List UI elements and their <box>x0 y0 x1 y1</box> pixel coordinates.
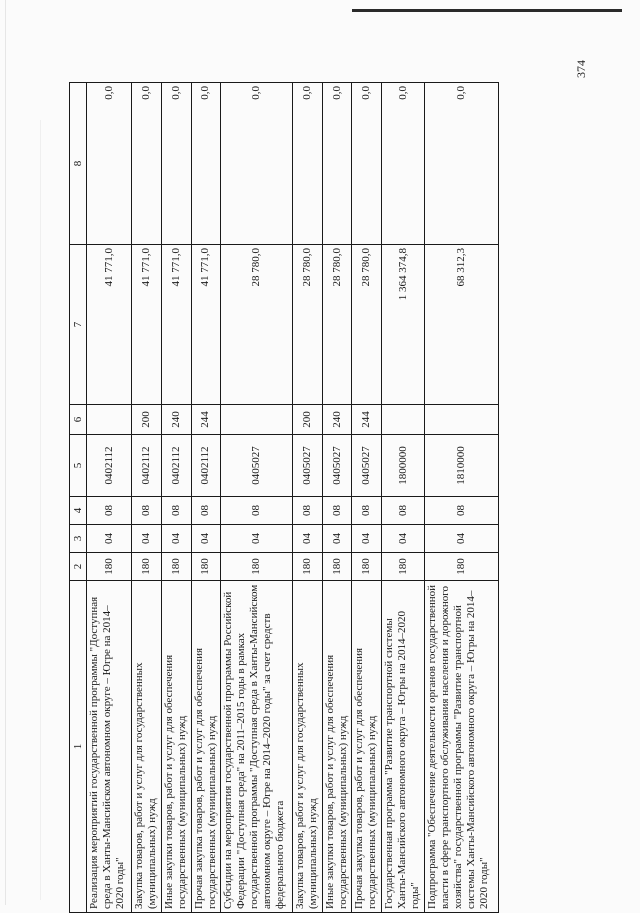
code-admin-cell: 180 <box>87 553 132 581</box>
row-name-cell: Прочая закупка товаров, работ и услуг для обеспечения государственных (муниципальных) нужд <box>191 581 221 913</box>
amount-cell: 28 780,0 <box>322 245 352 405</box>
row-name-cell: Закупка товаров, работ и услуг для государственных (муниципальных) нужд <box>132 581 162 913</box>
amount-extra-cell: 0,0 <box>87 83 132 245</box>
subsection-cell: 08 <box>132 497 162 525</box>
expense-type-cell: 200 <box>132 405 162 435</box>
target-article-cell: 0405027 <box>292 435 322 497</box>
section-cell: 04 <box>132 525 162 553</box>
header-cell: 8 <box>70 83 87 245</box>
budget-table <box>69 82 499 913</box>
table-row <box>87 83 132 913</box>
row-name-cell: Иные закупки товаров, работ и услуг для обеспечения государственных (муниципальных) нужд <box>161 581 191 913</box>
section-cell: 04 <box>352 525 382 553</box>
subsection-cell: 08 <box>352 497 382 525</box>
target-article-cell: 1800000 <box>382 435 425 497</box>
rotated-table-wrapper <box>69 83 499 913</box>
expense-type-cell <box>382 405 425 435</box>
code-admin-cell: 180 <box>132 553 162 581</box>
amount-extra-cell: 0,0 <box>352 83 382 245</box>
table-row <box>132 83 162 913</box>
row-name-cell: Иные закупки товаров, работ и услуг для обеспечения государственных (муниципальных) нужд <box>322 581 352 913</box>
header-row <box>70 83 87 913</box>
amount-extra-cell: 0,0 <box>221 83 293 245</box>
table-row <box>191 83 221 913</box>
header-cell: 6 <box>70 405 87 435</box>
subsection-cell: 08 <box>425 497 499 525</box>
table-row <box>352 83 382 913</box>
expense-type-cell <box>221 405 293 435</box>
header-cell: 2 <box>70 553 87 581</box>
expense-type-cell <box>425 405 499 435</box>
amount-extra-cell: 0,0 <box>425 83 499 245</box>
page-number: 374 <box>574 60 588 78</box>
expense-type-cell: 244 <box>352 405 382 435</box>
code-admin-cell: 180 <box>322 553 352 581</box>
table-row <box>382 83 425 913</box>
table-row <box>221 83 293 913</box>
amount-cell: 41 771,0 <box>87 245 132 405</box>
row-name-cell: Прочая закупка товаров, работ и услуг для обеспечения государственных (муниципальных) нужд <box>352 581 382 913</box>
section-cell: 04 <box>87 525 132 553</box>
header-cell: 5 <box>70 435 87 497</box>
target-article-cell: 0402112 <box>191 435 221 497</box>
amount-cell: 41 771,0 <box>161 245 191 405</box>
expense-type-cell <box>87 405 132 435</box>
table-row <box>292 83 322 913</box>
header-cell: 7 <box>70 245 87 405</box>
expense-type-cell: 200 <box>292 405 322 435</box>
code-admin-cell: 180 <box>292 553 322 581</box>
target-article-cell: 1810000 <box>425 435 499 497</box>
subsection-cell: 08 <box>221 497 293 525</box>
amount-cell: 28 780,0 <box>292 245 322 405</box>
section-cell: 04 <box>221 525 293 553</box>
target-article-cell: 0405027 <box>352 435 382 497</box>
amount-extra-cell: 0,0 <box>322 83 352 245</box>
amount-cell: 28 780,0 <box>221 245 293 405</box>
subsection-cell: 08 <box>161 497 191 525</box>
amount-cell: 68 312,3 <box>425 245 499 405</box>
amount-extra-cell: 0,0 <box>161 83 191 245</box>
subsection-cell: 08 <box>191 497 221 525</box>
section-cell: 04 <box>425 525 499 553</box>
amount-cell: 28 780,0 <box>352 245 382 405</box>
amount-extra-cell: 0,0 <box>132 83 162 245</box>
header-cell: 3 <box>70 525 87 553</box>
amount-cell: 41 771,0 <box>132 245 162 405</box>
code-admin-cell: 180 <box>191 553 221 581</box>
scan-edge-line <box>5 0 6 905</box>
amount-cell: 1 364 374,8 <box>382 245 425 405</box>
subsection-cell: 08 <box>87 497 132 525</box>
table-body <box>87 83 499 913</box>
table-row <box>322 83 352 913</box>
amount-extra-cell: 0,0 <box>292 83 322 245</box>
section-cell: 04 <box>322 525 352 553</box>
row-name-cell: Государственная программа "Развитие транспортной системы Ханты-Мансийского автономного округа – Югры на 2014–2020 годы" <box>382 581 425 913</box>
target-article-cell: 0405027 <box>221 435 293 497</box>
code-admin-cell: 180 <box>221 553 293 581</box>
amount-extra-cell: 0,0 <box>382 83 425 245</box>
section-cell: 04 <box>161 525 191 553</box>
code-admin-cell: 180 <box>382 553 425 581</box>
code-admin-cell: 180 <box>425 553 499 581</box>
subsection-cell: 08 <box>292 497 322 525</box>
header-cell: 1 <box>70 581 87 913</box>
code-admin-cell: 180 <box>161 553 191 581</box>
section-cell: 04 <box>292 525 322 553</box>
table-row <box>161 83 191 913</box>
expense-type-cell: 240 <box>322 405 352 435</box>
table-row <box>425 83 499 913</box>
header-rule <box>352 9 622 12</box>
row-name-cell: Субсидии на мероприятия государственной программы Российской Федерации "Доступная среда" на 2011–2015 годы в рамках государственной программы "Доступная среда в Ханты-Мансийском автономном округе – Югре на 2014–2020 годы" за счет средств федерального бюджета <box>221 581 293 913</box>
section-cell: 04 <box>191 525 221 553</box>
header-cell: 4 <box>70 497 87 525</box>
code-admin-cell: 180 <box>352 553 382 581</box>
subsection-cell: 08 <box>322 497 352 525</box>
expense-type-cell: 240 <box>161 405 191 435</box>
subsection-cell: 08 <box>382 497 425 525</box>
target-article-cell: 0405027 <box>322 435 352 497</box>
row-name-cell: Реализация мероприятий государственной программы "Доступная среда в Ханты-Мансийском автономном округе – Югре на 2014–2020 годы" <box>87 581 132 913</box>
amount-cell: 41 771,0 <box>191 245 221 405</box>
expense-type-cell: 244 <box>191 405 221 435</box>
row-name-cell: Закупка товаров, работ и услуг для государственных (муниципальных) нужд <box>292 581 322 913</box>
target-article-cell: 0402112 <box>161 435 191 497</box>
target-article-cell: 0402112 <box>87 435 132 497</box>
amount-extra-cell: 0,0 <box>191 83 221 245</box>
section-cell: 04 <box>382 525 425 553</box>
scan-fold-line <box>40 120 41 900</box>
row-name-cell: Подпрограмма "Обеспечение деятельности органов государственной власти в сфере транспортного обслуживания населения и дорожного хозяйства" государственной программы "Развитие транспортной системы Ханты-Мансийского автономного округа – Югры на 2014–2020 годы" <box>425 581 499 913</box>
target-article-cell: 0402112 <box>132 435 162 497</box>
